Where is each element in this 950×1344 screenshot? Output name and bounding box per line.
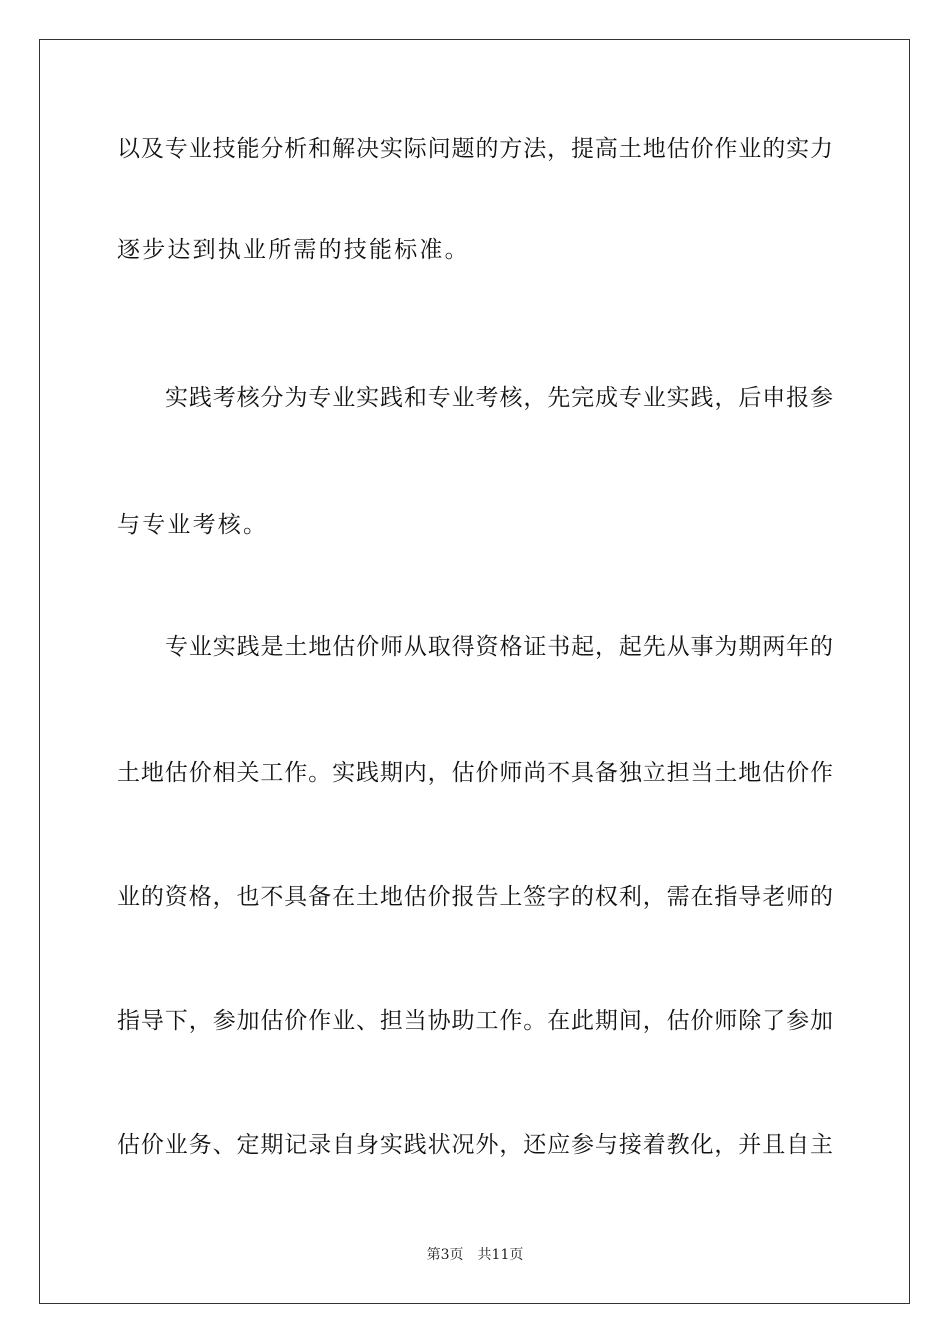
text-line: 业的资格，也不具备在土地估价报告上签字的权利，需在指导老师的 [117,884,833,910]
text-line: 与专业考核。 [117,512,269,538]
text-line: 土地估价相关工作。实践期内，估价师尚不具备独立担当土地估价作 [117,760,833,786]
text-line: 以及专业技能分析和解决实际问题的方法，提高土地估价作业的实力 [117,136,833,162]
page-footer [0,1246,950,1264]
page-total: 共11页 [477,1247,524,1263]
text-line: 实践考核分为专业实践和专业考核，先完成专业实践，后申报参 [165,385,833,411]
text-line: 估价业务、定期记录自身实践状况外，还应参与接着教化，并且自主 [117,1132,833,1158]
page-number: 第3页 [426,1247,464,1263]
text-line: 专业实践是土地估价师从取得资格证书起，起先从事为期两年的 [165,634,833,660]
text-line: 逐步达到执业所需的技能标准。 [117,237,470,263]
text-line: 指导下，参加估价作业、担当协助工作。在此期间，估价师除了参加 [117,1008,833,1034]
page-frame [39,39,910,1304]
